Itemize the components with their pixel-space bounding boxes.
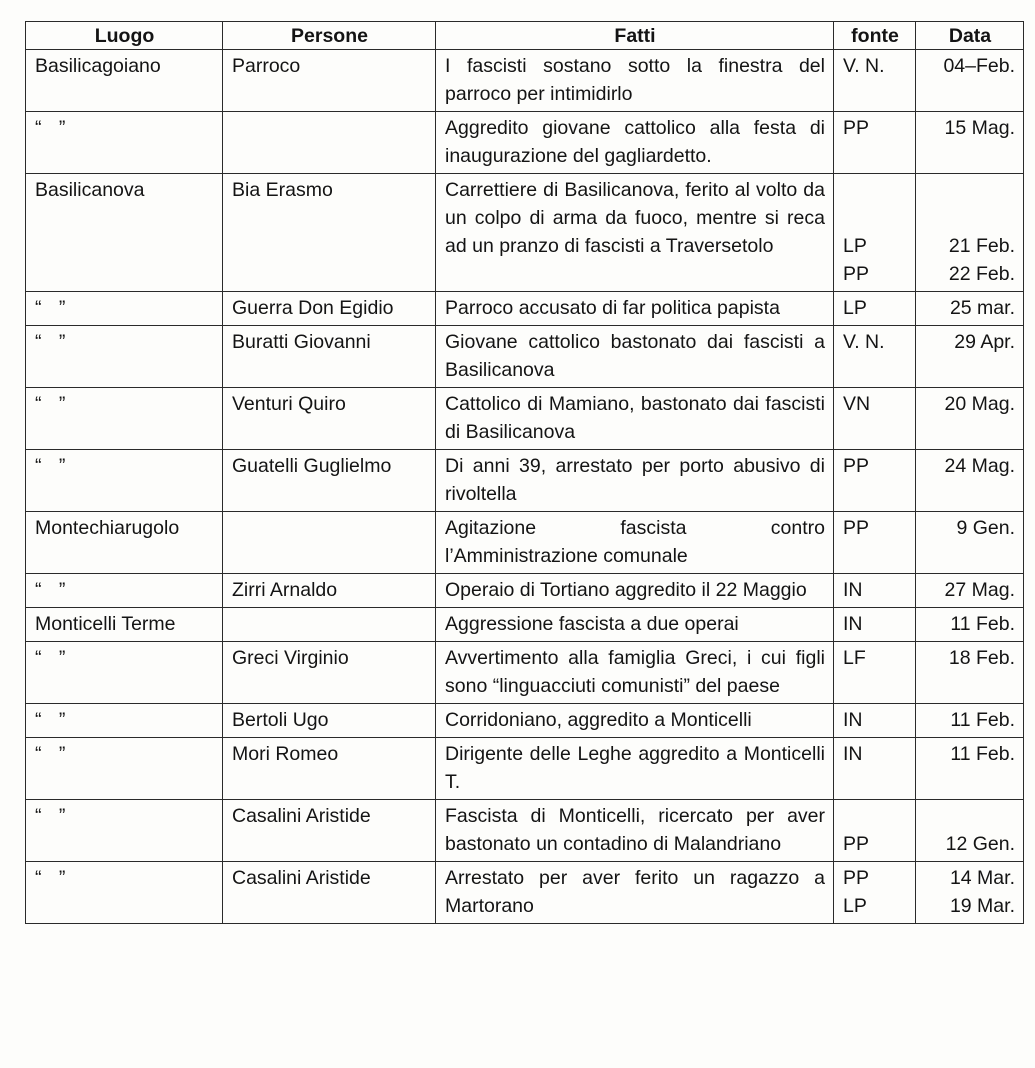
cell-luogo: “ ” xyxy=(26,574,223,608)
data-value: 25 mar. xyxy=(949,297,1015,319)
header-luogo: Luogo xyxy=(26,22,223,50)
cell-persone: Greci Virginio xyxy=(223,642,436,704)
fonte-value: LP xyxy=(843,235,867,257)
cell-persone: Guerra Don Egidio xyxy=(223,292,436,326)
cell-data xyxy=(916,608,1024,642)
data-value: 11 Feb. xyxy=(950,743,1015,765)
table-row xyxy=(26,800,1024,862)
cell-fatti: Corridoniano, aggredito a Monticelli xyxy=(436,704,834,738)
cell-data xyxy=(916,642,1024,704)
fonte-value: V. N. xyxy=(843,331,885,353)
cell-data xyxy=(916,862,1024,924)
cell-persone: Bertoli Ugo xyxy=(223,704,436,738)
data-value: 04–Feb. xyxy=(943,55,1015,77)
cell-fonte xyxy=(834,450,916,512)
cell-fatti: I fascisti sostano sotto la finestra del parroco per intimidirlo xyxy=(436,50,834,112)
cell-luogo: “ ” xyxy=(26,292,223,326)
data-value: 9 Gen. xyxy=(956,517,1015,539)
data-value: 29 Apr. xyxy=(954,331,1015,353)
fonte-value: PP xyxy=(843,117,870,139)
table-body xyxy=(26,50,1024,924)
cell-persone: Zirri Arnaldo xyxy=(223,574,436,608)
cell-luogo: “ ” xyxy=(26,862,223,924)
fonte-value: IN xyxy=(843,579,863,601)
cell-luogo: Basilicanova xyxy=(26,174,223,292)
data-value: 22 Feb. xyxy=(948,263,1015,285)
fonte-value: PP xyxy=(843,867,870,889)
cell-persone xyxy=(223,608,436,642)
fonte-value: LP xyxy=(843,297,867,319)
cell-luogo: Basilicagoiano xyxy=(26,50,223,112)
table-row xyxy=(26,608,1024,642)
cell-persone: Casalini Aristide xyxy=(223,862,436,924)
table-row xyxy=(26,292,1024,326)
fonte-value: PP xyxy=(843,517,870,539)
cell-luogo: “ ” xyxy=(26,326,223,388)
header-data: Data xyxy=(916,22,1024,50)
cell-persone xyxy=(223,112,436,174)
table-row xyxy=(26,326,1024,388)
fonte-value: V. N. xyxy=(843,55,885,77)
header-fatti: Fatti xyxy=(436,22,834,50)
cell-data xyxy=(916,292,1024,326)
cell-fatti: Arrestato per aver ferito un ragazzo a Martorano xyxy=(436,862,834,924)
cell-fatti: Avvertimento alla famiglia Greci, i cui figli sono “linguacciuti comunisti” del paese xyxy=(436,642,834,704)
cell-data xyxy=(916,738,1024,800)
cell-fonte xyxy=(834,800,916,862)
header-fonte: fonte xyxy=(834,22,916,50)
data-value: 20 Mag. xyxy=(944,393,1015,415)
cell-fatti: Giovane cattolico bastonato dai fascisti a Basilicanova xyxy=(436,326,834,388)
cell-fatti: Fascista di Monticelli, ricercato per aver bastonato un contadino di Malandriano xyxy=(436,800,834,862)
cell-fonte xyxy=(834,292,916,326)
cell-persone: Casalini Aristide xyxy=(223,800,436,862)
data-value: 18 Feb. xyxy=(948,647,1015,669)
cell-luogo: “ ” xyxy=(26,388,223,450)
table-row xyxy=(26,704,1024,738)
fonte-value: LP xyxy=(843,895,867,917)
cell-data xyxy=(916,388,1024,450)
cell-luogo: “ ” xyxy=(26,642,223,704)
cell-fonte xyxy=(834,642,916,704)
cell-persone: Guatelli Guglielmo xyxy=(223,450,436,512)
table-row xyxy=(26,174,1024,292)
cell-fonte xyxy=(834,388,916,450)
cell-data xyxy=(916,50,1024,112)
data-value: 11 Feb. xyxy=(950,709,1015,731)
cell-fatti: Operaio di Tortiano aggredito il 22 Maggio xyxy=(436,574,834,608)
data-value: 11 Feb. xyxy=(950,613,1015,635)
cell-luogo: “ ” xyxy=(26,738,223,800)
header-persone: Persone xyxy=(223,22,436,50)
cell-fatti: Parroco accusato di far politica papista xyxy=(436,292,834,326)
fonte-value: VN xyxy=(843,393,871,415)
table-row xyxy=(26,738,1024,800)
cell-fonte xyxy=(834,608,916,642)
fonte-value: LF xyxy=(843,647,866,669)
cell-fatti: Di anni 39, arrestato per porto abusivo di rivoltella xyxy=(436,450,834,512)
fonte-value: IN xyxy=(843,709,863,731)
table-row xyxy=(26,512,1024,574)
cell-luogo: “ ” xyxy=(26,704,223,738)
cell-fonte xyxy=(834,112,916,174)
cell-luogo: Montechiarugolo xyxy=(26,512,223,574)
cell-fonte xyxy=(834,512,916,574)
table-row xyxy=(26,112,1024,174)
cell-persone: Bia Erasmo xyxy=(223,174,436,292)
cell-fonte xyxy=(834,326,916,388)
cell-fatti: Dirigente delle Leghe aggredito a Monticelli T. xyxy=(436,738,834,800)
fonte-value: IN xyxy=(843,613,863,635)
cell-fonte xyxy=(834,862,916,924)
cell-luogo: “ ” xyxy=(26,450,223,512)
cell-fatti: Aggredito giovane cattolico alla festa di inaugurazione del gagliardetto. xyxy=(436,112,834,174)
cell-fonte xyxy=(834,574,916,608)
cell-data xyxy=(916,450,1024,512)
cell-persone: Buratti Giovanni xyxy=(223,326,436,388)
cell-fatti: Aggressione fascista a due operai xyxy=(436,608,834,642)
cell-persone: Mori Romeo xyxy=(223,738,436,800)
table-row xyxy=(26,574,1024,608)
cell-fonte xyxy=(834,50,916,112)
cell-persone: Venturi Quiro xyxy=(223,388,436,450)
table-row xyxy=(26,50,1024,112)
cell-luogo: “ ” xyxy=(26,112,223,174)
cell-data xyxy=(916,112,1024,174)
fonte-value: IN xyxy=(843,743,863,765)
data-value: 27 Mag. xyxy=(944,579,1015,601)
cell-data xyxy=(916,800,1024,862)
cell-fonte xyxy=(834,174,916,292)
cell-fonte xyxy=(834,738,916,800)
header-row xyxy=(26,22,1024,50)
data-value: 15 Mag. xyxy=(944,117,1015,139)
cell-data xyxy=(916,174,1024,292)
cell-persone: Parroco xyxy=(223,50,436,112)
data-value: 21 Feb. xyxy=(948,235,1015,257)
table-row xyxy=(26,862,1024,924)
cell-data xyxy=(916,704,1024,738)
cell-fonte xyxy=(834,704,916,738)
cell-luogo: “ ” xyxy=(26,800,223,862)
cell-fatti: Agitazione fascista contro l’Amministrazione comunale xyxy=(436,512,834,574)
data-value: 14 Mar. xyxy=(949,867,1015,889)
data-value: 19 Mar. xyxy=(949,895,1015,917)
cell-fatti: Carrettiere di Basilicanova, ferito al volto da un colpo di arma da fuoco, mentre si reca ad un pranzo di fascisti a Traversetolo xyxy=(436,174,834,292)
cell-persone xyxy=(223,512,436,574)
table-row xyxy=(26,642,1024,704)
fonte-value: PP xyxy=(843,455,870,477)
cell-data xyxy=(916,574,1024,608)
table-row xyxy=(26,388,1024,450)
cell-fatti: Cattolico di Mamiano, bastonato dai fascisti di Basilicanova xyxy=(436,388,834,450)
fonte-value: PP xyxy=(843,263,870,285)
data-value: 12 Gen. xyxy=(945,833,1015,855)
table-row xyxy=(26,450,1024,512)
fonte-value: PP xyxy=(843,833,870,855)
cell-data xyxy=(916,512,1024,574)
data-value: 24 Mag. xyxy=(944,455,1015,477)
cell-luogo: Monticelli Terme xyxy=(26,608,223,642)
cell-data xyxy=(916,326,1024,388)
events-table xyxy=(25,21,1024,924)
